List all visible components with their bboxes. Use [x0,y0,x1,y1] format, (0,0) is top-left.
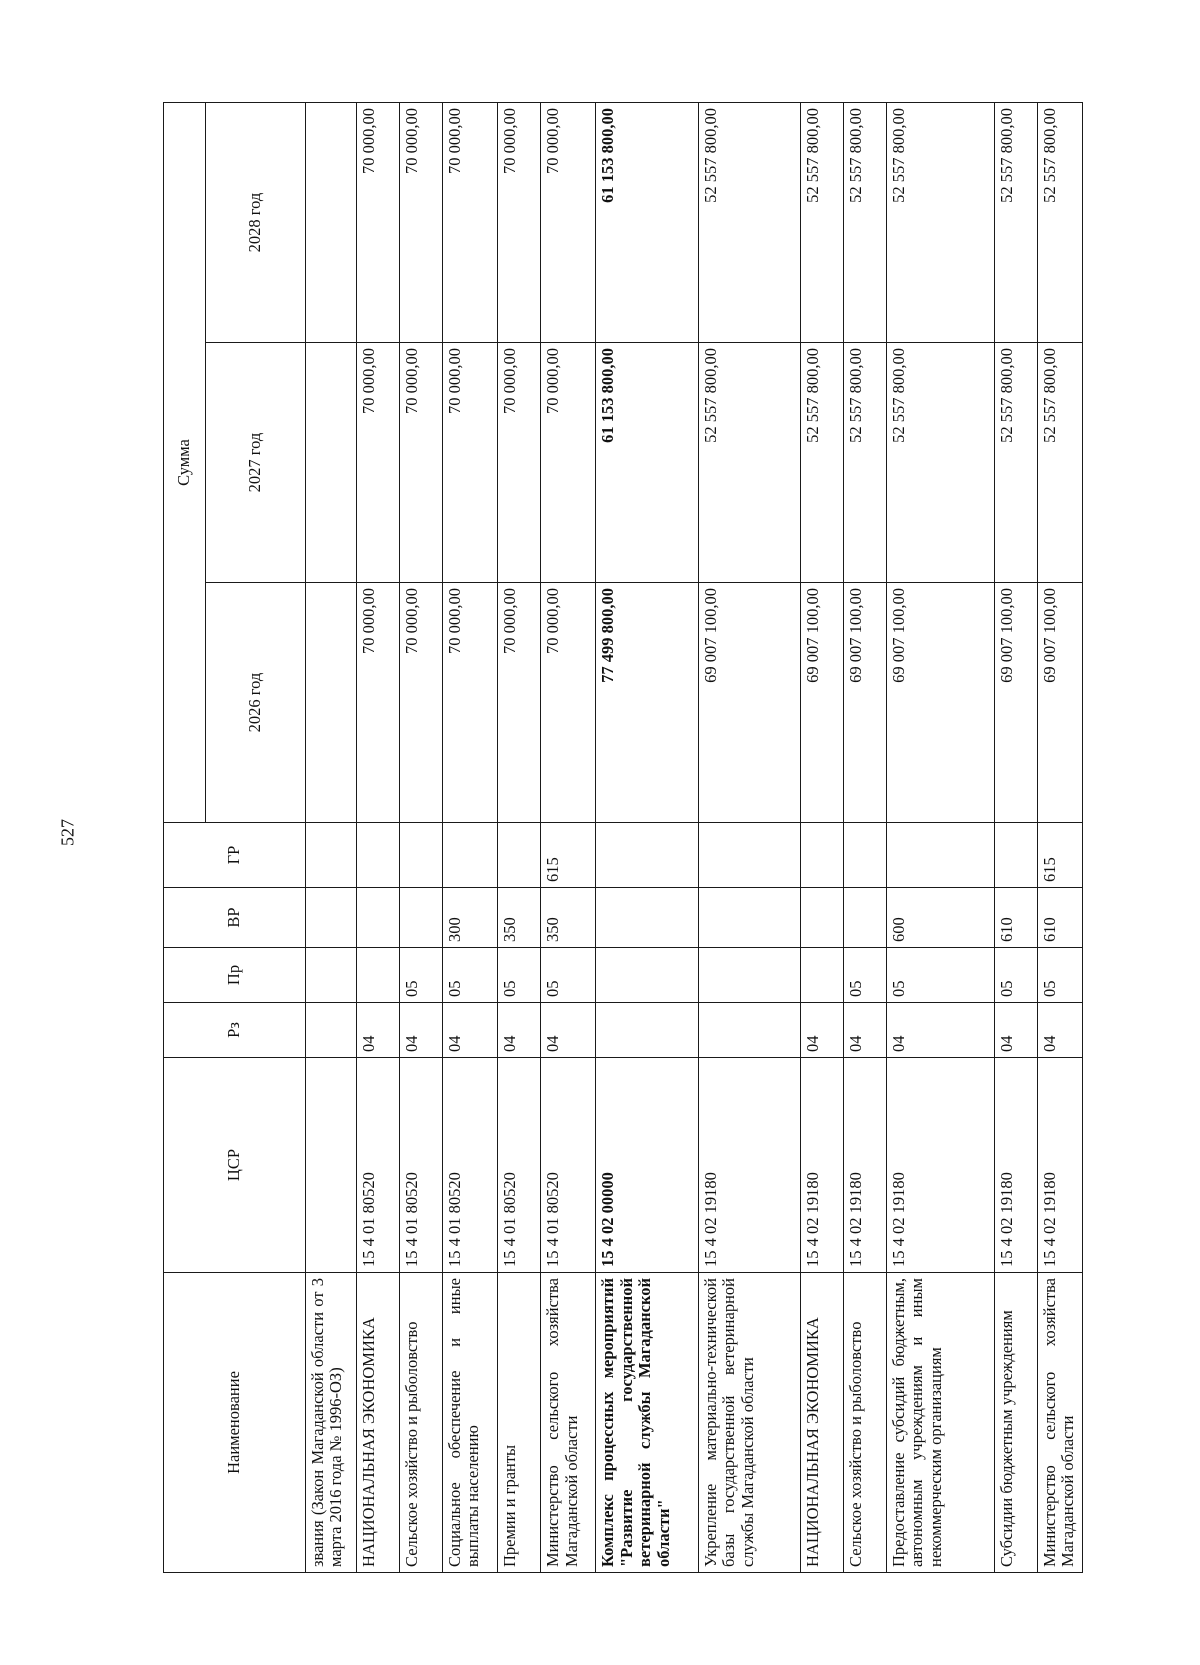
cell-name: Сельское хозяйство и рыболовство [400,1273,443,1573]
cell-vr: 610 [1037,888,1082,948]
cell-rz: 04 [541,1003,596,1058]
header-2026: 2026 год [206,583,306,823]
cell-sum-2027: 52 557 800,00 [886,343,994,583]
cell-gr [400,823,443,888]
cell-rz [596,1003,698,1058]
cell-sum-2027: 52 557 800,00 [995,343,1038,583]
cell-gr [442,823,497,888]
cell-rz [306,1003,357,1058]
cell-sum-2028: 52 557 800,00 [886,103,994,343]
table-row [800,103,843,1573]
cell-pr: 05 [400,948,443,1003]
cell-pr [698,948,800,1003]
cell-gr [698,823,800,888]
cell-pr [800,948,843,1003]
cell-csr: 15 4 01 80520 [498,1058,541,1273]
cell-csr: 15 4 02 19180 [698,1058,800,1273]
cell-vr [306,888,357,948]
cell-sum-2027: 70 000,00 [442,343,497,583]
cell-sum-2026: 70 000,00 [541,583,596,823]
cell-sum-2027 [306,343,357,583]
cell-sum-2028: 52 557 800,00 [995,103,1038,343]
cell-name: НАЦИОНАЛЬНАЯ ЭКОНОМИКА [357,1273,400,1573]
cell-pr: 05 [995,948,1038,1003]
table-row [995,103,1038,1573]
cell-gr [498,823,541,888]
cell-sum-2027: 52 557 800,00 [800,343,843,583]
table-row [886,103,994,1573]
cell-csr: 15 4 02 19180 [886,1058,994,1273]
cell-sum-2028: 70 000,00 [498,103,541,343]
cell-vr [357,888,400,948]
cell-name: Предоставление субсидий бюджетным, автономным учреждениям и иным некоммерческим организациям [886,1273,994,1573]
cell-name: Социальное обеспечение и иные выплаты населению [442,1273,497,1573]
cell-sum-2028 [306,103,357,343]
cell-pr [357,948,400,1003]
cell-csr: 15 4 02 19180 [800,1058,843,1273]
cell-csr: 15 4 02 19180 [1037,1058,1082,1273]
table-row [843,103,886,1573]
cell-sum-2026: 69 007 100,00 [886,583,994,823]
cell-vr: 350 [541,888,596,948]
cell-csr [306,1058,357,1273]
cell-rz: 04 [400,1003,443,1058]
cell-sum-2028: 52 557 800,00 [800,103,843,343]
cell-name: Комплекс процессных мероприятий "Развитие государственной ветеринарной службы Магаданской области" [596,1273,698,1573]
cell-sum-2026: 69 007 100,00 [995,583,1038,823]
cell-pr: 05 [1037,948,1082,1003]
cell-name: Укрепление материально-технической базы государственной ветеринарной службы Магаданской области [698,1273,800,1573]
cell-csr: 15 4 01 80520 [357,1058,400,1273]
cell-sum-2027: 70 000,00 [541,343,596,583]
cell-vr [698,888,800,948]
cell-rz: 04 [357,1003,400,1058]
cell-name: Субсидии бюджетным учреждениям [995,1273,1038,1573]
cell-gr: 615 [1037,823,1082,888]
cell-vr [596,888,698,948]
cell-sum-2028: 52 557 800,00 [698,103,800,343]
cell-sum-2026: 70 000,00 [400,583,443,823]
cell-name: Министерство сельского хозяйства Магаданской области [541,1273,596,1573]
cell-csr: 15 4 01 80520 [400,1058,443,1273]
cell-csr: 15 4 02 19180 [843,1058,886,1273]
cell-vr: 610 [995,888,1038,948]
cell-pr: 05 [843,948,886,1003]
table-row [596,103,698,1573]
table-row [498,103,541,1573]
cell-gr [800,823,843,888]
table-row [400,103,443,1573]
header-2027: 2027 год [206,343,306,583]
table-row [306,103,357,1573]
cell-sum-2028: 61 153 800,00 [596,103,698,343]
cell-pr: 05 [886,948,994,1003]
cell-name: Сельское хозяйство и рыболовство [843,1273,886,1573]
cell-name: Премии и гранты [498,1273,541,1573]
page-number: 527 [57,819,78,846]
cell-csr: 15 4 01 80520 [541,1058,596,1273]
header-vr: ВР [164,888,306,948]
cell-pr: 05 [442,948,497,1003]
cell-sum-2027: 52 557 800,00 [698,343,800,583]
table-row [357,103,400,1573]
cell-sum-2028: 70 000,00 [357,103,400,343]
cell-gr [886,823,994,888]
cell-rz: 04 [886,1003,994,1058]
cell-sum-2026 [306,583,357,823]
header-name: Наименование [164,1273,306,1573]
cell-csr: 15 4 02 19180 [995,1058,1038,1273]
cell-sum-2027: 52 557 800,00 [843,343,886,583]
cell-sum-2028: 70 000,00 [442,103,497,343]
rotated-table-wrapper [163,103,1083,1573]
cell-rz [698,1003,800,1058]
cell-rz: 04 [442,1003,497,1058]
cell-sum-2026: 70 000,00 [442,583,497,823]
header-csr: ЦСР [164,1058,306,1273]
cell-pr [306,948,357,1003]
cell-vr: 300 [442,888,497,948]
cell-sum-2028: 52 557 800,00 [1037,103,1082,343]
cell-sum-2027: 61 153 800,00 [596,343,698,583]
header-2028: 2028 год [206,103,306,343]
cell-csr: 15 4 01 80520 [442,1058,497,1273]
cell-sum-2028: 70 000,00 [400,103,443,343]
cell-sum-2026: 70 000,00 [498,583,541,823]
header-gr: ГР [164,823,306,888]
cell-name: НАЦИОНАЛЬНАЯ ЭКОНОМИКА [800,1273,843,1573]
cell-gr [306,823,357,888]
cell-name: Министерство сельского хозяйства Магаданской области [1037,1273,1082,1573]
cell-gr [596,823,698,888]
cell-sum-2028: 70 000,00 [541,103,596,343]
cell-sum-2027: 70 000,00 [357,343,400,583]
cell-vr [400,888,443,948]
table-row [698,103,800,1573]
cell-rz: 04 [800,1003,843,1058]
cell-sum-2026: 69 007 100,00 [843,583,886,823]
cell-gr [995,823,1038,888]
cell-rz: 04 [1037,1003,1082,1058]
cell-sum-2028: 52 557 800,00 [843,103,886,343]
cell-vr: 600 [886,888,994,948]
cell-sum-2026: 69 007 100,00 [698,583,800,823]
header-pr: Пр [164,948,306,1003]
cell-pr: 05 [541,948,596,1003]
cell-vr [843,888,886,948]
cell-pr [596,948,698,1003]
cell-pr: 05 [498,948,541,1003]
table-row [442,103,497,1573]
budget-table [163,102,1083,1573]
cell-sum-2026: 69 007 100,00 [800,583,843,823]
cell-vr: 350 [498,888,541,948]
cell-gr: 615 [541,823,596,888]
table-row [541,103,596,1573]
cell-gr [843,823,886,888]
cell-rz: 04 [498,1003,541,1058]
cell-sum-2027: 52 557 800,00 [1037,343,1082,583]
cell-vr [800,888,843,948]
header-rz: Рз [164,1003,306,1058]
cell-name: звания (Закон Магаданской области от 3 марта 2016 года № 1996-ОЗ) [306,1273,357,1573]
cell-sum-2026: 77 499 800,00 [596,583,698,823]
cell-sum-2027: 70 000,00 [498,343,541,583]
cell-sum-2027: 70 000,00 [400,343,443,583]
cell-rz: 04 [843,1003,886,1058]
table-row [1037,103,1082,1573]
cell-rz: 04 [995,1003,1038,1058]
header-sum: Сумма [164,103,206,823]
cell-gr [357,823,400,888]
cell-sum-2026: 70 000,00 [357,583,400,823]
cell-sum-2026: 69 007 100,00 [1037,583,1082,823]
cell-csr: 15 4 02 00000 [596,1058,698,1273]
